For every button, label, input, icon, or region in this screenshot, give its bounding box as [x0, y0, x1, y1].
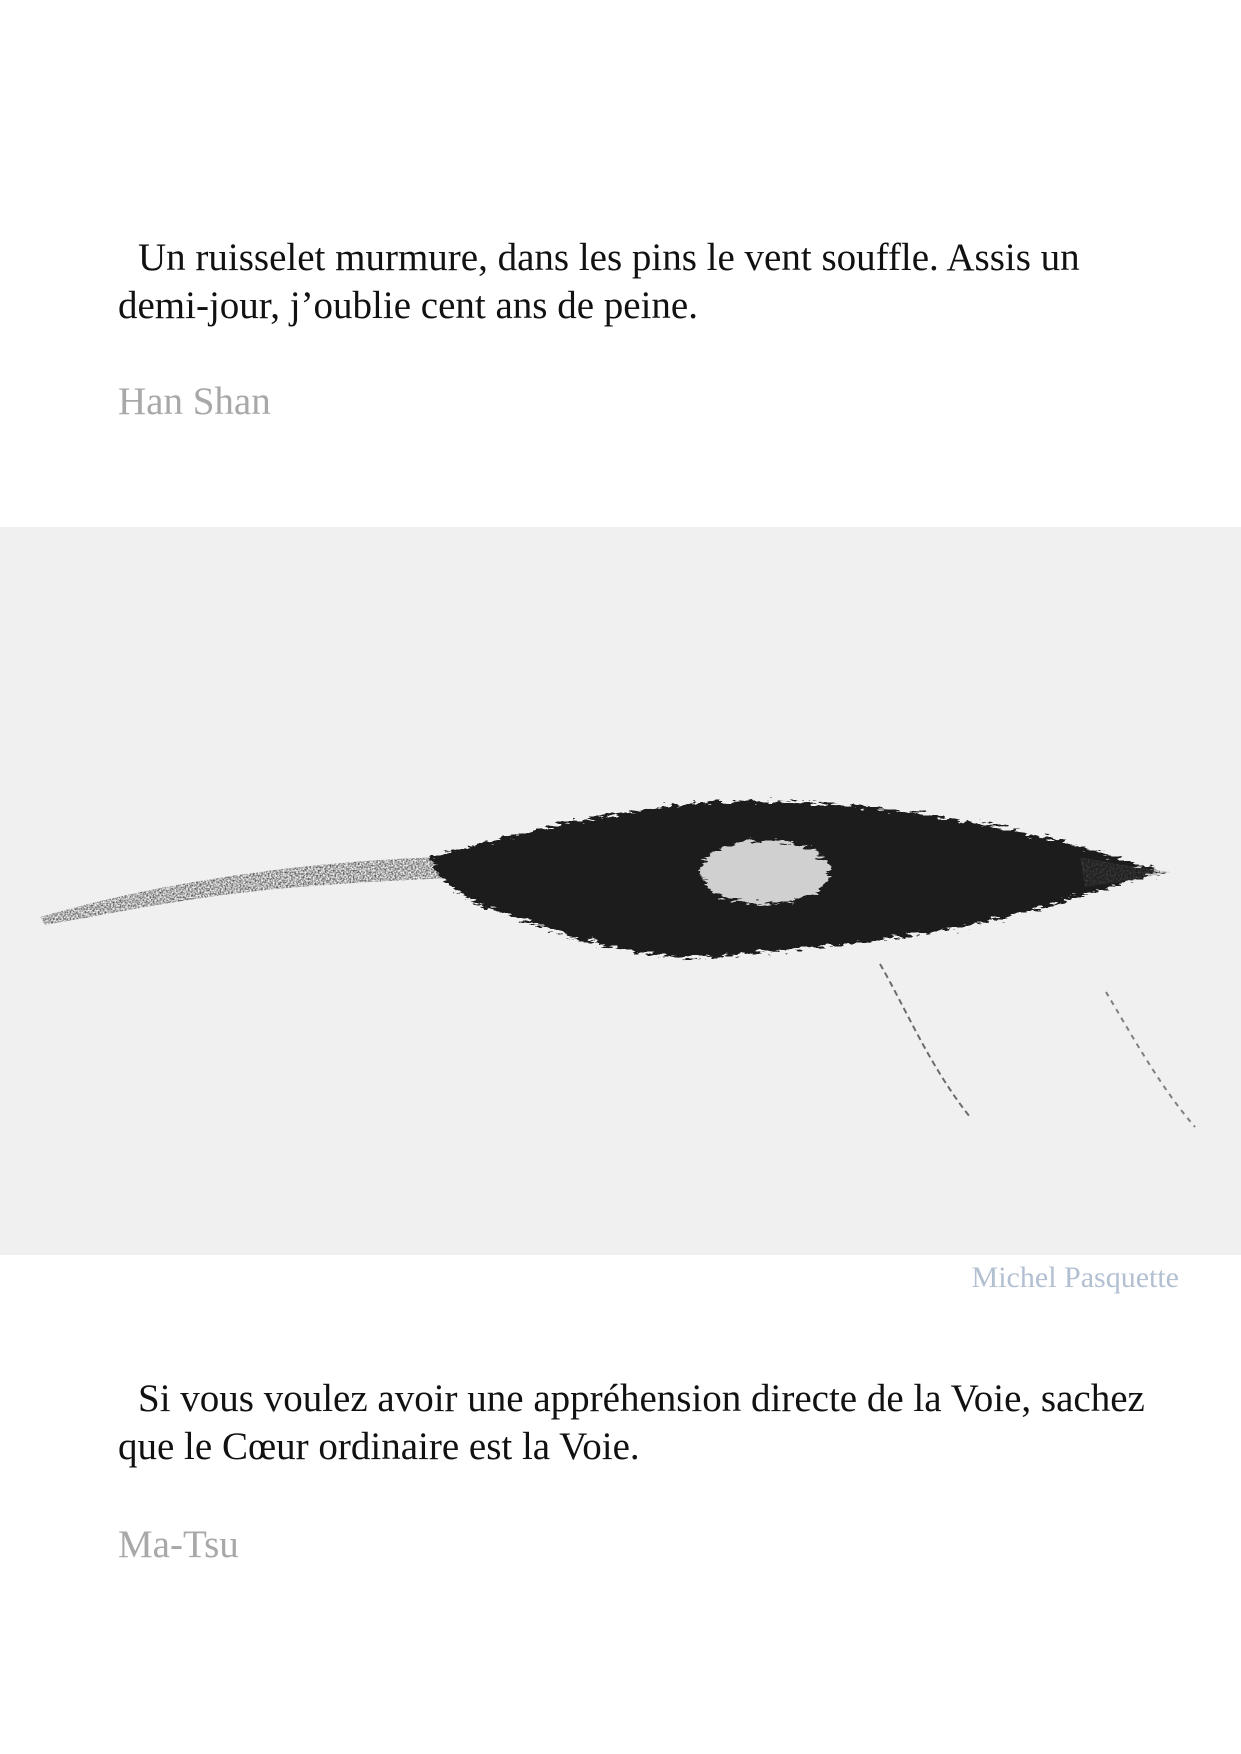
artwork-credit: Michel Pasquette	[971, 1261, 1179, 1294]
author-ma-tsu: Ma-Tsu	[118, 1523, 239, 1566]
ink-brush-artwork	[0, 527, 1241, 1255]
quote-ma-tsu: Si vous voulez avoir une appréhension directe de la Voie, sachez que le Cœur ordinaire est la Voie.	[118, 1377, 1145, 1468]
ink-brush-stroke-icon	[0, 527, 1241, 1255]
author-han-shan: Han Shan	[118, 380, 271, 423]
quote-han-shan: Un ruisselet murmure, dans les pins le vent souffle. Assis un demi-jour, j’oublie cent ans de peine.	[118, 236, 1080, 327]
